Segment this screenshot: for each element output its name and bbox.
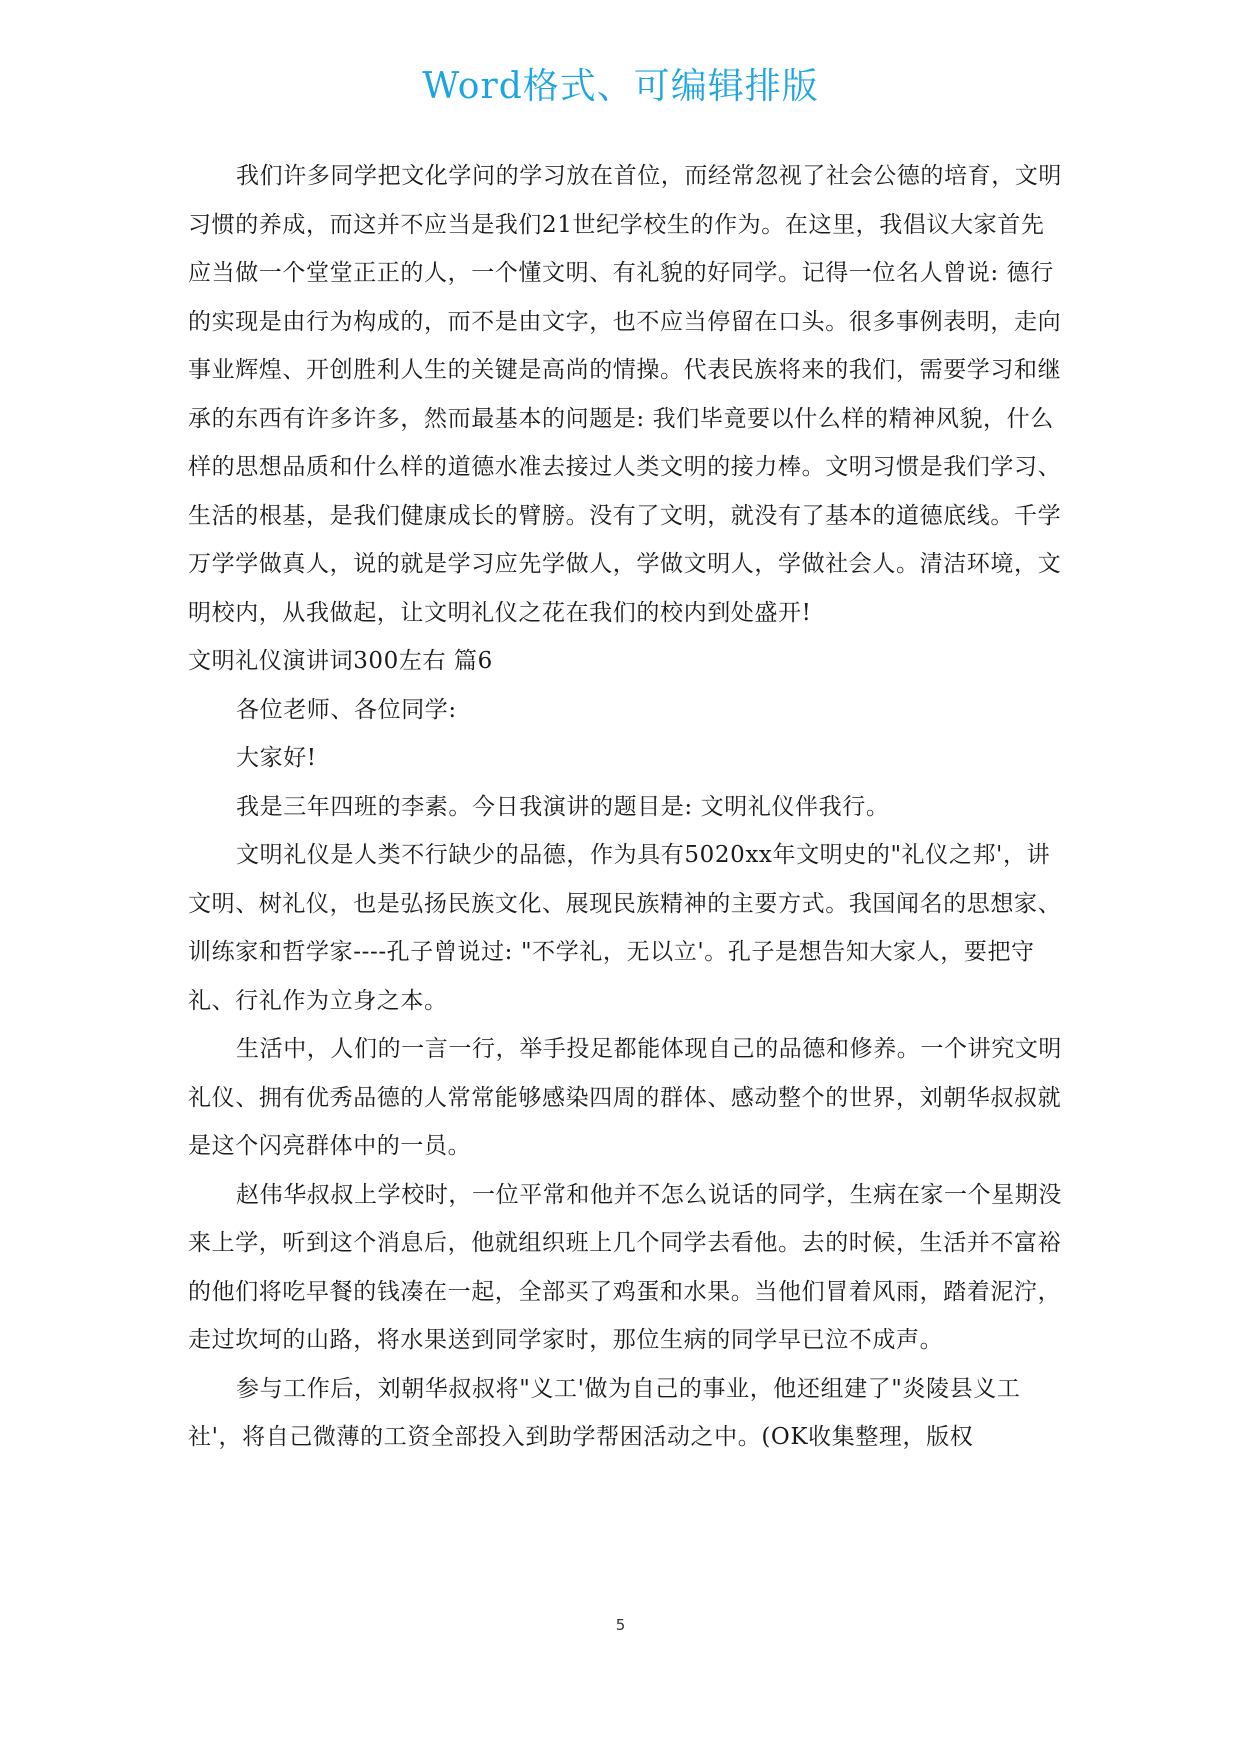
paragraph-salutation: 各位老师、各位同学: (236, 696, 457, 723)
paragraph-5: 文明礼仪是人类不行缺少的品德，作为具有5020xx年文明史的"礼仪之邦'，讲文明、树礼仪，也是弘扬民族文化、展现民族精神的主要方式。我国闻名的思想家、训练家和哲学家----孔子曾说过: "不学礼，无以立'。孔子是想告知大家人，要把守礼、行礼作为立身之本。 (188, 842, 1062, 1014)
page-header-title: Word格式、可编辑排版 (422, 66, 819, 107)
section-heading: 文明礼仪演讲词300左右 篇6 (188, 648, 493, 674)
page-number: 5 (615, 1616, 626, 1634)
paragraph-greeting: 大家好! (236, 745, 317, 771)
document-body (188, 152, 1068, 1462)
paragraph-6: 生活中，人们的一言一行，举手投足都能体现自己的品德和修养。一个讲究文明礼仪、拥有优秀品德的人常常能够感染四周的群体、感动整个的世界，刘朝华叔叔就是这个闪亮群体中的一员。 (188, 1036, 1062, 1159)
paragraph-8: 参与工作后，刘朝华叔叔将"义工'做为自己的事业，他还组建了"炎陵县义工社'，将自己微薄的工资全部投入到助学帮困活动之中。(OK收集整理，版权 (188, 1375, 1021, 1450)
paragraph-intro: 我是三年四班的李素。今日我演讲的题目是: 文明礼仪伴我行。 (236, 793, 890, 820)
paragraph-1: 我们许多同学把文化学问的学习放在首位，而经常忽视了社会公德的培育，文明习惯的养成，而这并不应当是我们21世纪学校生的作为。在这里，我倡议大家首先应当做一个堂堂正正的人，一个懂文明、有礼貌的好同学。记得一位名人曾说: 德行的实现是由行为构成的，而不是由文字，也不应当停留在口头。很多事例表明，走向事业辉煌、开创胜利人生的关键是高尚的情操。代表民族将来的我们，需要学习和继承的东西有许多许多，然而最基本的问题是: 我们毕竟要以什么样的精神风貌，什么样的思想品质和什么样的道德水准去接过人类文明的接力棒。文明习惯是我们学习、生活的根基，是我们健康成长的臂膀。没有了文明，就没有了基本的道德底线。千学万学学做真人，说的就是学习应先学做人，学做文明人，学做社会人。清洁环境，文明校内，从我做起，让文明礼仪之花在我们的校内到处盛开! (188, 163, 1062, 626)
paragraph-7: 赵伟华叔叔上学校时，一位平常和他并不怎么说话的同学，生病在家一个星期没来上学，听到这个消息后，他就组织班上几个同学去看他。去的时候，生活并不富裕的他们将吃早餐的钱凑在一起，全部买了鸡蛋和水果。当他们冒着风雨，踏着泥泞，走过坎坷的山路，将水果送到同学家时，那位生病的同学早已泣不成声。 (188, 1181, 1062, 1353)
